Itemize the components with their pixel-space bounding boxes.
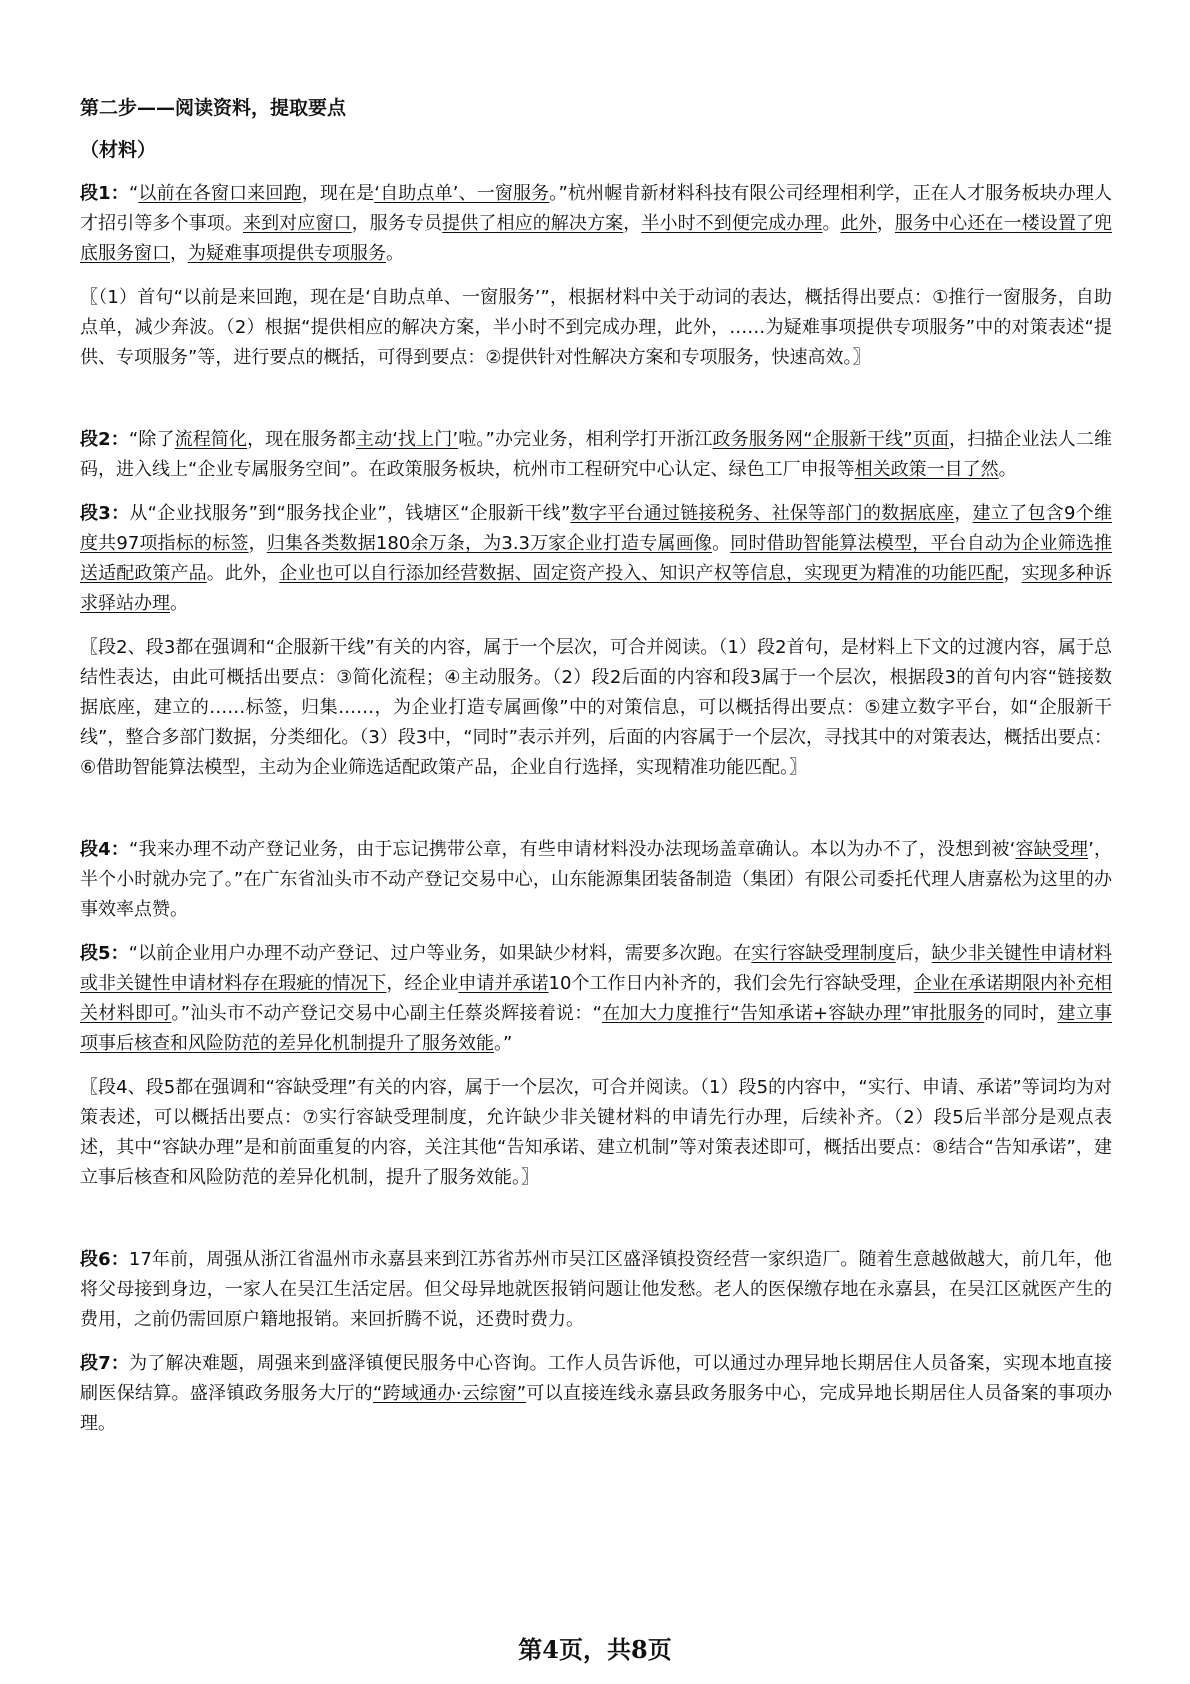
document-page [80, 95, 1112, 1453]
underlined-text: 容缺受理 [1015, 839, 1089, 860]
spacer [80, 797, 1112, 835]
underlined-text: 实现多种诉求驿站办理 [80, 563, 1113, 614]
text-segment: 。” [494, 1033, 513, 1054]
text-segment: ， [954, 503, 973, 524]
underlined-text: 建立了包含9个维度共97项指标的标签 [80, 503, 1113, 554]
text-segment: 的同时， [984, 1003, 1058, 1024]
analysis-note-1: 〖（1）首句“以前是来回跑，现在是‘自助点单、一窗服务’”，根据材料中关于动词的表达，概括得出要点：①推行一窗服务，自助点单，减少奔波。（2）根据“提供相应的解决方案，半小时不到完成办理，此外，……为疑难事项提供专项服务”中的对策表述“提供、专项服务”等，进行要点的概括，可得到要点：②提供针对性解决方案和专项服务，快速高效。〗 [80, 287, 1112, 368]
text-segment: 17年前，周强从浙江省温州市永嘉县来到江苏省苏州市吴江区盛泽镇投资经营一家织造厂。随着生意越做越大，前几年，他将父母接到身边，一家人在吴江生活定居。但父母异地就医报销问题让他发愁。老人的医保缴存地在永嘉县，在吴江区就医产生的费用，之前仍需回原户籍地报销。来回折腾不说，还费时费力。 [80, 1249, 1113, 1330]
paragraph-label: 段6： [80, 1249, 129, 1270]
underlined-text: ‘自助点单’、一窗服务 [374, 183, 550, 204]
underlined-text: 在加大力度推行“告知承诺+容缺办理”审批服务 [601, 1003, 985, 1024]
text-segment: ，服务专员 [351, 213, 443, 234]
spacer [80, 1207, 1112, 1245]
paragraph-label: 段7： [80, 1353, 130, 1374]
underlined-text: 为疑难事项提供专项服务 [188, 243, 386, 264]
text-segment: 。 [998, 459, 1017, 480]
underlined-text: 政务服务网“企服新干线”页面 [712, 429, 949, 450]
paragraph-label: 段5： [80, 943, 129, 964]
paragraph-5 [80, 939, 1112, 1059]
text-segment: 。”汕头市不动产登记交易中心副主任蔡炎辉接着说：“ [171, 1003, 602, 1024]
underlined-text: 归集各类数据180余万条，为3.3万家企业打造专属画像 [266, 533, 713, 554]
text-segment: 啦。”办完业务，相利学打开浙江 [458, 429, 713, 450]
text-segment: 10个工作日内补齐的，我们会先行容缺受理， [548, 973, 914, 994]
section-heading: 第二步——阅读资料，提取要点 [80, 97, 347, 119]
underlined-text: 数字平台通过链接税务、社保等部门的数据底座 [570, 503, 955, 524]
paragraph-3 [80, 499, 1112, 619]
underlined-text: 同时借助智能算法模型，平台自动为企业筛选推送适配政策产品 [80, 533, 1113, 584]
text-segment: 从“企业找服务”到“服务找企业”，钱塘区“企服新干线” [129, 503, 571, 524]
text-segment: 后， [895, 943, 932, 964]
paragraph-label: 段1： [80, 183, 129, 204]
underlined-text: 建立事项事后核查和风险防范的差异化机制提升了服务效能 [80, 1003, 1113, 1054]
underlined-text: 企业也可以自行添加经营数据、固定资产投入、知识产权等信息，实现更为精准的功能匹配 [279, 563, 1004, 584]
analysis-note-3: 〖段4、段5都在强调和“容缺受理”有关的内容，属于一个层次，可合并阅读。（1）段5的内容中，“实行、申请、承诺”等词均为对策表述，可以概括出要点：⑦实行容缺受理制度，允许缺少非关键材料的申请先行办理，后续补齐。（2）段5后半部分是观点表述，其中“容缺办理”是和前面重复的内容，关注其他“告知承诺、建立机制”等对策表述即可，概括出要点：⑧结合“告知承诺”，建立事后核查和风险防范的差异化机制，提升了服务效能。〗 [80, 1077, 1112, 1188]
text-segment: “ [128, 183, 139, 204]
text-segment: ， [248, 533, 267, 554]
underlined-text: 申请并承诺 [458, 973, 549, 994]
underlined-text: 主动‘找上门’ [355, 429, 459, 450]
text-segment: 。”杭州幄肯新材料科技有限公司经理相利学，正在人才服务板块办理人才招引等多个事项。 [80, 183, 1113, 234]
spacer [80, 387, 1112, 425]
text-segment: ，现在是 [301, 183, 375, 204]
paragraph-4 [80, 835, 1112, 925]
paragraph-label: 段3： [80, 503, 130, 524]
paragraph-label: 段2： [80, 429, 129, 450]
underlined-text: 半小时不到便完成办理 [641, 213, 823, 234]
text-segment: ， [1003, 563, 1022, 584]
text-segment: 为了解决难题，周强来到盛泽镇便民服务中心咨询。工作人员告诉他，可以通过办理异地长期居住人员备案，实现本地直接刷医保结算。盛泽镇政务服务大厅的 [80, 1353, 1112, 1404]
text-segment: ， [876, 213, 895, 234]
paragraph-6 [80, 1245, 1112, 1335]
underlined-text: 缺少非关键性申请材料或非关键性申请材料存在瑕疵的情况下 [80, 943, 1113, 994]
text-segment: ， [623, 213, 642, 234]
paragraph-label: 段4： [80, 839, 129, 860]
text-segment: 。 [822, 213, 841, 234]
underlined-text: “跨域通办·云综窗” [372, 1383, 527, 1404]
text-segment: 。 [386, 243, 404, 264]
text-segment: ，经企业 [386, 973, 459, 994]
text-segment: ’，半个小时就办完了。”在广东省汕头市不动产登记交易中心，山东能源集团装备制造（集团）有限公司委托代理人唐嘉松为这里的办事效率点赞。 [80, 839, 1112, 920]
underlined-text: 相关政策一目了然 [854, 459, 999, 480]
text-segment: ，扫描企业法人二维码，进入线上“企业专属服务空间”。在政策服务板块，杭州市工程研究中心认定、绿色工厂申报等 [80, 429, 1113, 480]
text-segment: 。此外， [206, 563, 280, 584]
paragraph-1 [80, 179, 1112, 269]
underlined-text: 来到对应窗口 [242, 213, 352, 234]
text-segment: 。 [712, 533, 731, 554]
text-segment: “我来办理不动产登记业务，由于忘记携带公章，有些申请材料没办法现场盖章确认。本以为办不了，没想到被‘ [128, 839, 1016, 860]
underlined-text: 提供了相应的解决方案 [442, 213, 624, 234]
text-segment: “以前企业用户办理不动产登记、过户等业务，如果缺少材料，需要多次跑。在 [128, 943, 752, 964]
underlined-text: 此外 [840, 213, 877, 234]
underlined-text: 实行容缺受理制度 [751, 943, 896, 964]
underlined-text: 以前在各窗口来回跑 [138, 183, 302, 204]
material-subheading: （材料） [80, 139, 157, 161]
page-number: 第4页，共8页 [518, 1635, 672, 1664]
paragraph-2 [80, 425, 1112, 485]
text-segment: 可以直接连线永嘉县政务服务中心，完成异地长期居住人员备案的事项办理。 [80, 1383, 1113, 1434]
paragraph-7 [80, 1349, 1112, 1439]
text-segment: 。 [170, 593, 188, 614]
analysis-note-2: 〖段2、段3都在强调和“企服新干线”有关的内容，属于一个层次，可合并阅读。（1）段2首句，是材料上下文的过渡内容，属于总结性表达，由此可概括出要点：③简化流程；④主动服务。（2）段2后面的内容和段3属于一个层次，根据段3的首句内容“链接数据底座，建立的……标签，归集……，为企业打造专属画像”中的对策信息，可以概括得出要点：⑤建立数字平台，如“企服新干线”，整合多部门数据，分类细化。（3）段3中，“同时”表示并列，后面的内容属于一个层次，寻找其中的对策表达，概括出要点：⑥借助智能算法模型，主动为企业筛选适配政策产品，企业自行选择，实现精准功能匹配。〗 [80, 637, 1113, 778]
text-segment: ，现在服务都 [247, 429, 356, 450]
text-segment: ， [170, 243, 188, 264]
underlined-text: 流程简化 [174, 429, 248, 450]
underlined-text: 服务中心还在一楼设置了兜底服务窗口 [80, 213, 1113, 264]
underlined-text: 企业在承诺期限内补充相关材料即可 [80, 973, 1113, 1024]
text-segment: “除了 [128, 429, 175, 450]
